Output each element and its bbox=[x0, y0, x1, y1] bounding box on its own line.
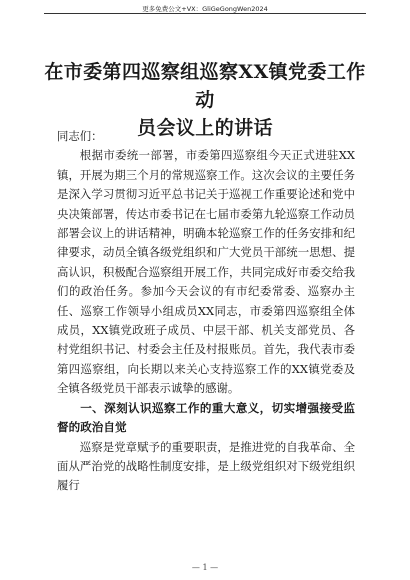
paragraph-2: 巡察是党章赋予的重要职责，是推进党的自我革命、全面从严治党的战略性制度安排，是上级党组织对下级党组织履行 bbox=[57, 439, 355, 493]
salutation: 同志们： bbox=[57, 129, 103, 143]
paragraph-1: 根据市委统一部署，市委第四巡察组今天正式进驻XX镇，开展为期三个月的常规巡察工作。这次会议的主要任务是深入学习贯彻习近平总书记关于巡视工作重要论述和党中央决策部署，传达市委书记在七届市委第九轮巡察工作动员部署会议上的讲话精神，明确本轮巡察工作的任务安排和纪律要求，动员全镇各级党组织和广大党员干部统一思想、提高认识，积极配合巡察组开展工作，共同完成好市委交给我们的政治任务。参加今天会议的有市纪委常委、巡察办主任、巡察工作领导小组成员XX同志，市委第四巡察组全体成员，XX镇党政班子成员、中层干部、机关支部党员、各村党组织书记、村委会主任及村报账员。首先，我代表市委第四巡察组，向长期以来关心支持巡察工作的XX镇党委及全镇各级党员干部表示诚挚的感谢。 bbox=[57, 148, 355, 396]
header-rule bbox=[44, 13, 366, 14]
title-line-1: 在市委第四巡察组巡察XX镇党委工作动 bbox=[44, 61, 366, 111]
section-heading-1: 一、深刻认识巡察工作的重大意义，切实增强接受监督的政治自觉 bbox=[57, 400, 355, 435]
title-line-2: 员会议上的讲话 bbox=[137, 117, 273, 139]
document-body bbox=[57, 127, 355, 496]
header-note: 更多免费公文+VX：GliGeGongWen2024 bbox=[142, 5, 268, 13]
page-number: — 1 — bbox=[191, 563, 219, 572]
